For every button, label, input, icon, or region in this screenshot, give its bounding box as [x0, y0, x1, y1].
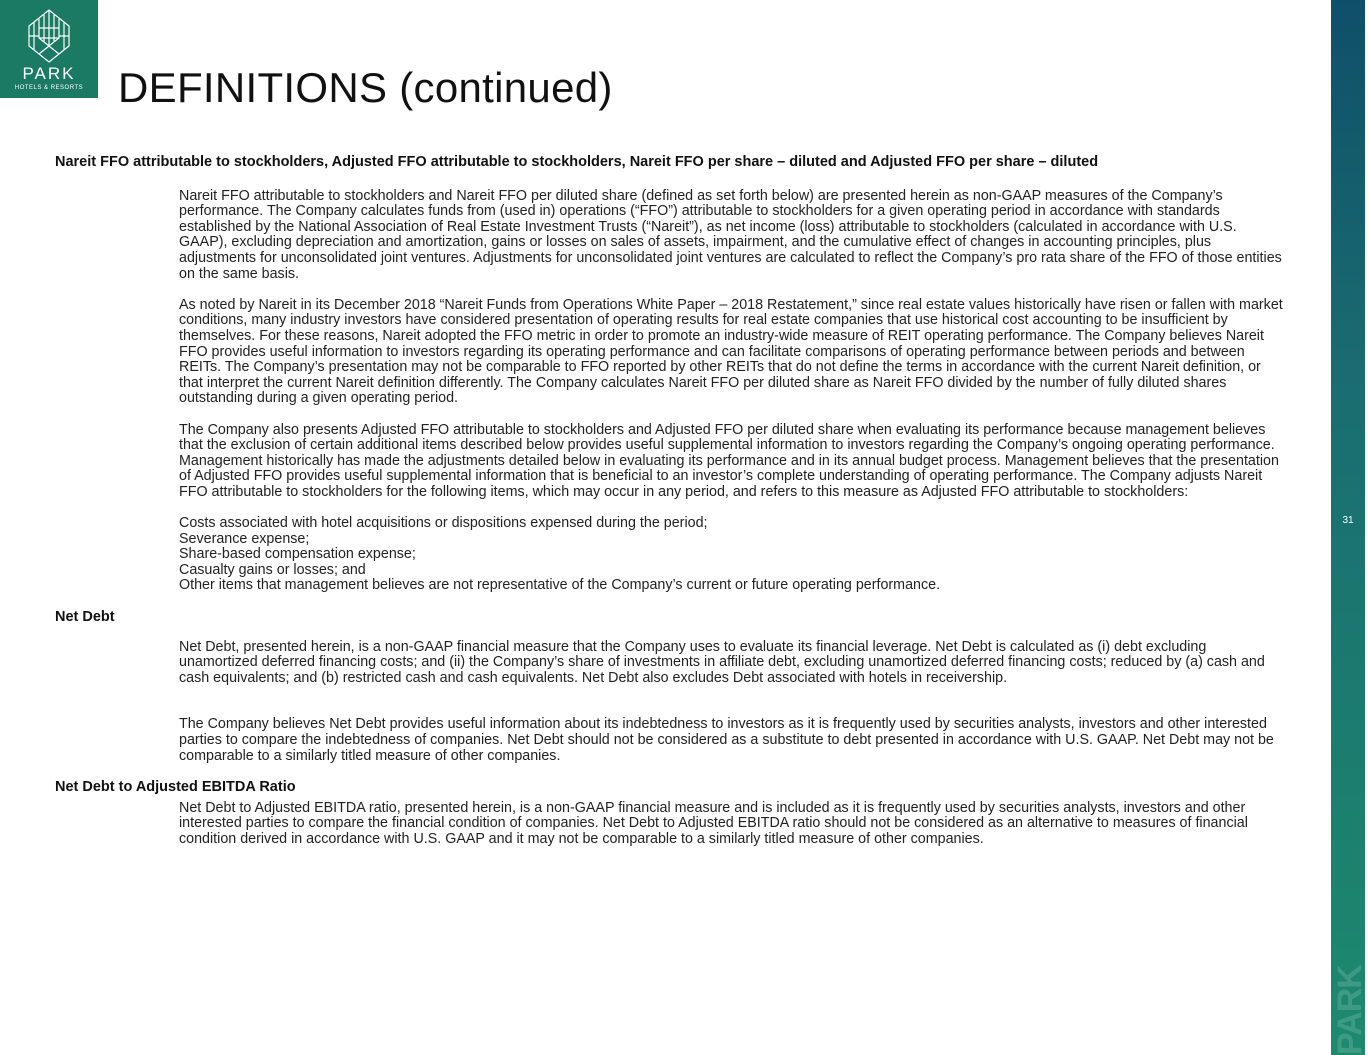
park-watermark: PARK	[1331, 965, 1369, 1055]
logo-brand-text: PARK	[22, 64, 76, 83]
list-item: Costs associated with hotel acquisitions or dispositions expensed during the period;	[179, 515, 708, 532]
adjustment-items-list	[179, 516, 1285, 594]
paragraph: Net Debt to Adjusted EBITDA ratio, presented herein, is a non-GAAP financial measure and is included as it is frequently used by securities analysts, investors and other interested parties to compare the financial condition of companies. Net Debt to Adjusted EBITDA ratio should not be considered as an alternative to measures of financial condition derived in accordance with U.S. GAAP and it may not be comparable to a similarly titled measure of other companies.	[179, 799, 1248, 847]
building-icon	[25, 8, 73, 64]
section-body-net-debt	[179, 640, 1285, 765]
section-heading-net-debt-ebitda: Net Debt to Adjusted EBITDA Ratio	[55, 779, 296, 796]
paragraph: The Company believes Net Debt provides useful information about its indebtedness to investors as it is frequently used by securities analysts, investors and other interested parties to compare the indebtedness of companies. Net Debt should not be considered as a substitute to debt presented in accordance with U.S. GAAP. Net Debt may not be comparable to a similarly titled measure of other companies.	[179, 716, 1274, 764]
paragraph: The Company also presents Adjusted FFO attributable to stockholders and Adjusted FFO per diluted share when evaluating its performance because management believes that the exclusion of certain additional items described below provides useful supplemental information to investors regarding the Company’s ongoing operating performance. Management historically has made the adjustments detailed below in evaluating its performance and in its annual budget process. Management believes that the presentation of Adjusted FFO provides useful supplemental information that is beneficial to an investor’s complete understanding of operating performance. The Company adjusts Nareit FFO attributable to stockholders for the following items, which may occur in any period, and refers to this measure as Adjusted FFO attributable to stockholders:	[179, 421, 1279, 500]
section-heading-net-debt: Net Debt	[55, 609, 115, 626]
page-number: 31	[1342, 515, 1354, 526]
section-heading-nareit-ffo: Nareit FFO attributable to stockholders, Adjusted FFO attributable to stockholders, Nareit FFO per share – diluted and Adjusted FFO per share – diluted	[55, 154, 1099, 170]
paragraph: Nareit FFO attributable to stockholders and Nareit FFO per diluted share (defined as set forth below) are presented herein as non-GAAP measures of the Company’s performance. The Company calculates funds from (used in) operations (“FFO”) attributable to stockholders for a given operating period in accordance with standards established by the National Association of Real Estate Investment Trusts (“Nareit”), as net income (loss) attributable to stockholders (calculated in accordance with U.S. GAAP), excluding depreciation and amortization, gains or losses on sales of assets, impairment, and the cumulative effect of changes in accounting principles, plus adjustments for unconsolidated joint ventures. Adjustments for unconsolidated joint ventures are calculated to reflect the Company’s pro rata share of the FFO of those entities on the same basis.	[179, 187, 1282, 282]
definitions-content	[55, 155, 1285, 848]
park-logo	[0, 0, 98, 98]
section-body-nareit-ffo	[179, 189, 1285, 594]
list-item: Share-based compensation expense;	[179, 546, 416, 563]
right-accent-bar	[1331, 0, 1369, 1055]
list-item: Other items that management believes are not representative of the Company’s current or future operating performance.	[179, 577, 941, 594]
paragraph: Net Debt, presented herein, is a non-GAAP financial measure that the Company uses to evaluate its financial leverage. Net Debt is calculated as (i) debt excluding unamortized deferred financing costs; and (ii) the Company’s share of investments in affiliate debt, excluding unamortized deferred financing costs; reduced by (a) cash and cash equivalents; and (b) restricted cash and cash equivalents. Net Debt also excludes Debt associated with hotels in receivership.	[179, 638, 1265, 686]
paragraph: As noted by Nareit in its December 2018 “Nareit Funds from Operations White Paper – 2018 Restatement,” since real estate values historically have risen or fallen with market conditions, many industry investors have considered presentation of operating results for real estate companies that use historical cost accounting to be insufficient by themselves. For these reasons, Nareit adopted the FFO metric in order to promote an industry-wide measure of REIT operating performance. The Company believes Nareit FFO provides useful information to investors regarding its operating performance and can facilitate comparisons of operating performance between periods and between REITs. The Company’s presentation may not be comparable to FFO reported by other REITs that do not define the terms in accordance with the current Nareit definition, or that interpret the current Nareit definition differently. The Company calculates Nareit FFO per diluted share as Nareit FFO divided by the number of fully diluted shares outstanding during a given operating period.	[179, 296, 1283, 407]
page-title: DEFINITIONS (continued)	[118, 64, 613, 111]
section-body-net-debt-ebitda	[179, 801, 1285, 848]
list-item: Severance expense;	[179, 530, 310, 547]
logo-subtitle: HOTELS & RESORTS	[14, 85, 84, 91]
list-item: Casualty gains or losses; and	[179, 561, 366, 578]
